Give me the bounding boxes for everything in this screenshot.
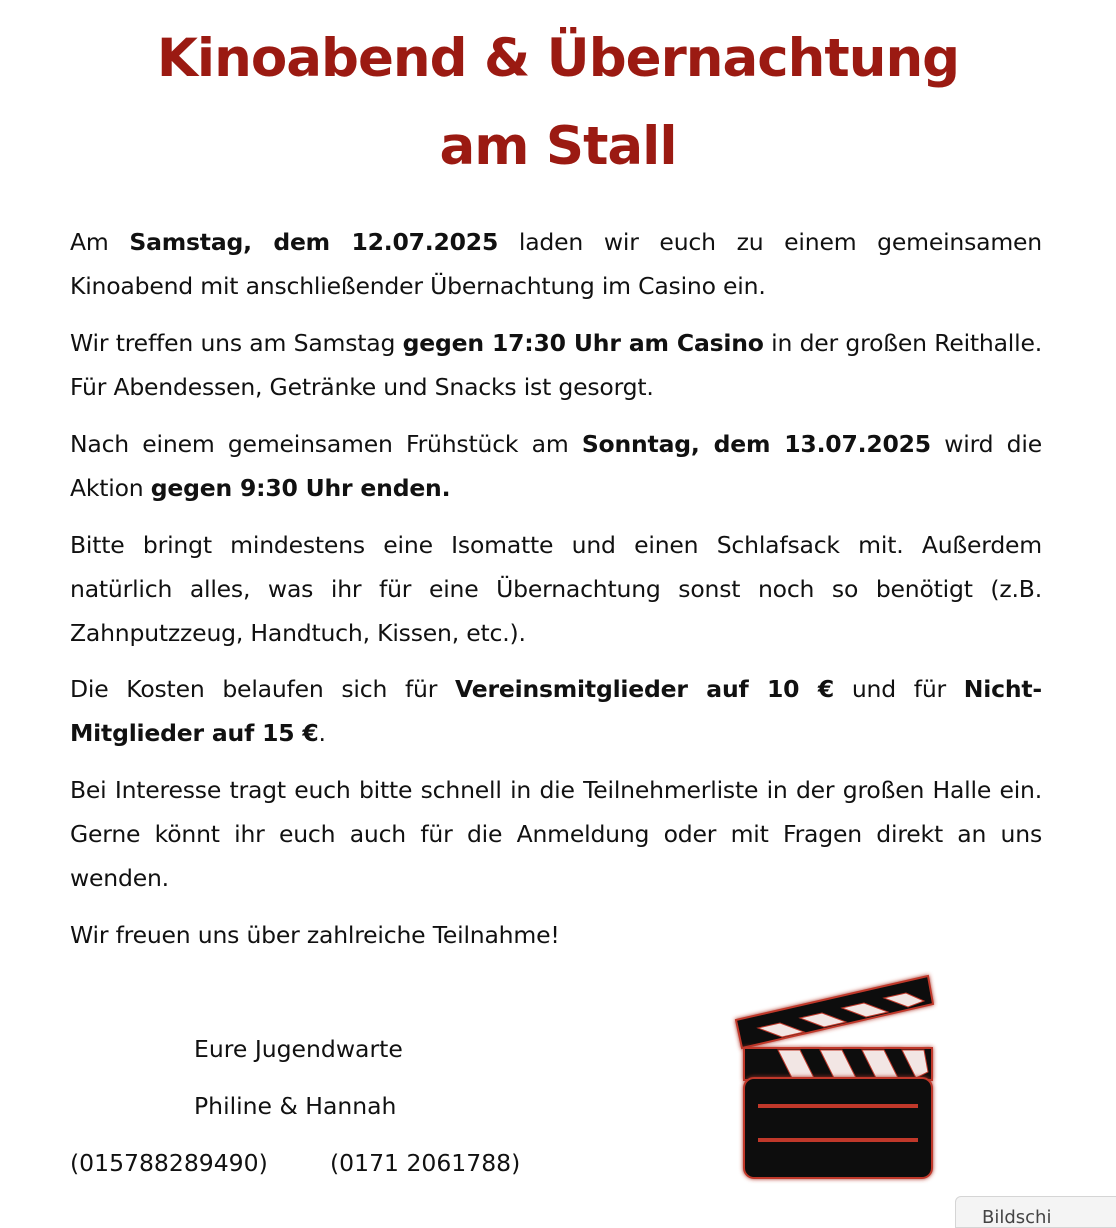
paragraph-registration: Bei Interesse tragt euch bitte schnell in die Teilnehmerliste in der großen Halle ein. Gerne könnt ihr euch auch für die Anmeldung oder mit Fragen direkt an uns wenden.	[70, 776, 1042, 892]
clapperboard-icon	[728, 968, 938, 1186]
signature-title: Eure Jugendwarte	[194, 1035, 403, 1063]
overlay-tab-label: Bildschi	[982, 1207, 1052, 1228]
signature-names: Philine & Hannah	[194, 1092, 397, 1120]
paragraph-meeting	[70, 321, 1042, 409]
overlay-tab[interactable]	[955, 1196, 1116, 1228]
end-time: gegen 9:30 Uhr enden.	[150, 474, 451, 502]
meeting-time: gegen 17:30 Uhr am Casino	[402, 329, 764, 357]
text: Nach einem gemeinsamen Frühstück am	[70, 430, 582, 458]
text: .	[318, 719, 326, 747]
phone-number-2: (0171 2061788)	[330, 1149, 521, 1177]
text: Am	[70, 228, 130, 256]
paragraph-packing: Bitte bringt mindestens eine Isomatte und einen Schlafsack mit. Außerdem natürlich alles, was ihr für eine Übernachtung sonst noch so benötigt (z.B. Zahnputzzeug, Handtuch, Kissen, etc.).	[70, 531, 1042, 647]
paragraph-costs	[70, 667, 1042, 755]
text: laden wir euch zu einem gemeinsamen Kinoabend mit anschließender Übernachtung im Casino ein.	[70, 228, 1042, 300]
text: in der großen Reithalle. Für Abendessen, Getränke und Snacks ist gesorgt.	[70, 329, 1042, 401]
text: und für	[834, 675, 964, 703]
text: Die Kosten belaufen sich für	[70, 675, 456, 703]
page-title-line-2: am Stall	[439, 116, 677, 177]
date-sunday: Sonntag, dem 13.07.2025	[581, 430, 931, 458]
date-saturday: Samstag, dem 12.07.2025	[129, 228, 499, 256]
phone-number-1: (015788289490)	[70, 1149, 268, 1177]
nonmember-cost: Nicht-Mitglieder auf 15 €	[70, 675, 1042, 747]
paragraph-date	[70, 220, 1042, 308]
text: Wir treffen uns am Samstag	[70, 329, 403, 357]
paragraph-closing: Wir freuen uns über zahlreiche Teilnahme!	[70, 921, 560, 949]
text: wird die Aktion	[70, 430, 1042, 502]
page-title-line-1: Kinoabend & Übernachtung	[156, 28, 960, 89]
paragraph-end	[70, 422, 1042, 510]
member-cost: Vereinsmitglieder auf 10 €	[455, 675, 835, 703]
